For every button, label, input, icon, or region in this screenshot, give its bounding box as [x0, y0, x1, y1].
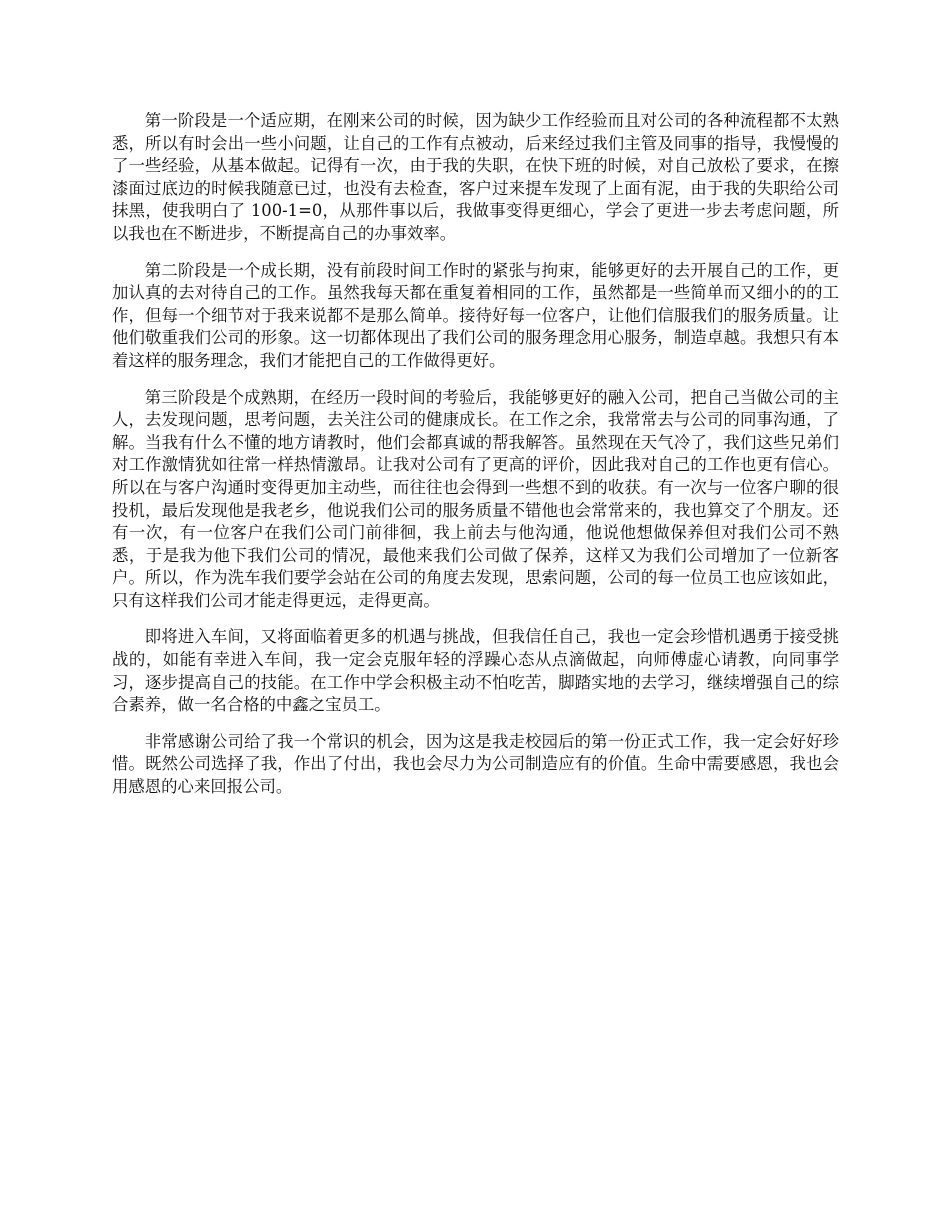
paragraph-stage-three: 第三阶段是个成熟期，在经历一段时间的考验后，我能够更好的融入公司，把自己当做公司的主人，去发现问题，思考问题，去关注公司的健康成长。在工作之余，我常常去与公司的同事沟通，了解。当我有什么不懂的地方请教时，他们会都真诚的帮我解答。虽然现在天气冷了，我们这些兄弟们对工作激情犹如往常一样热情激昂。让我对公司有了更高的评价，因此我对自己的工作也更有信心。所以在与客户沟通时变得更加主动些，而往往也会得到一些想不到的收获。有一次与一位客户聊的很投机，最后发现他是我老乡，他说我们公司的服务质量不错他也会常常来的，我也算交了个朋友。还有一次，有一位客户在我们公司门前徘徊，我上前去与他沟通，他说他想做保养但对我们公司不熟悉，于是我为他下我们公司的情况，最他来我们公司做了保养，这样又为我们公司增加了一位新客户。所以，作为洗车我们要学会站在公司的角度去发现，思索问题，公司的每一位员工也应该如此，只有这样我们公司才能走得更远，走得更高。	[112, 387, 839, 610]
paragraph-workshop: 即将进入车间，又将面临着更多的机遇与挑战，但我信任自己，我也一定会珍惜机遇勇于接受挑战的，如能有幸进入车间，我一定会克服年轻的浮躁心态从点滴做起，向师傅虚心请教，向同事学习，逐步提高自己的技能。在工作中学会积极主动不怕吃苦，脚踏实地的去学习，继续增强自己的综合素养，做一名合格的中鑫之宝员工。	[112, 627, 839, 715]
document-body	[112, 110, 839, 813]
paragraph-thanks: 非常感谢公司给了我一个常识的机会，因为这是我走校园后的第一份正式工作，我一定会好好珍惜。既然公司选择了我，作出了付出，我也会尽力为公司制造应有的价值。生命中需要感恩，我也会用感恩的心来回报公司。	[112, 731, 839, 797]
paragraph-stage-one: 第一阶段是一个适应期，在刚来公司的时候，因为缺少工作经验而且对公司的各种流程都不太熟悉，所以有时会出一些小问题，让自己的工作有点被动，后来经过我们主管及同事的指导，我慢慢的了一些经验，从基本做起。记得有一次，由于我的失职，在快下班的时候，对自己放松了要求，在擦漆面过底边的时候我随意已过，也没有去检查，客户过来提车发现了上面有泥，由于我的失职给公司抹黑，使我明白了 100-1=0，从那件事以后，我做事变得更细心，学会了更进一步去考虑问题，所以我也在不断进步，不断提高自己的办事效率。	[112, 111, 839, 243]
paragraph-stage-two: 第二阶段是一个成长期，没有前段时间工作时的紧张与拘束，能够更好的去开展自己的工作，更加认真的去对待自己的工作。虽然我每天都在重复着相同的工作，虽然都是一些简单而又细小的的工作，但每一个细节对于我来说都不是那么简单。接待好每一位客户，让他们信服我们的服务质量。让他们敬重我们公司的形象。这一切都体现出了我们公司的服务理念用心服务，制造卓越。我想只有本着这样的服务理念，我们才能把自己的工作做得更好。	[112, 260, 839, 370]
